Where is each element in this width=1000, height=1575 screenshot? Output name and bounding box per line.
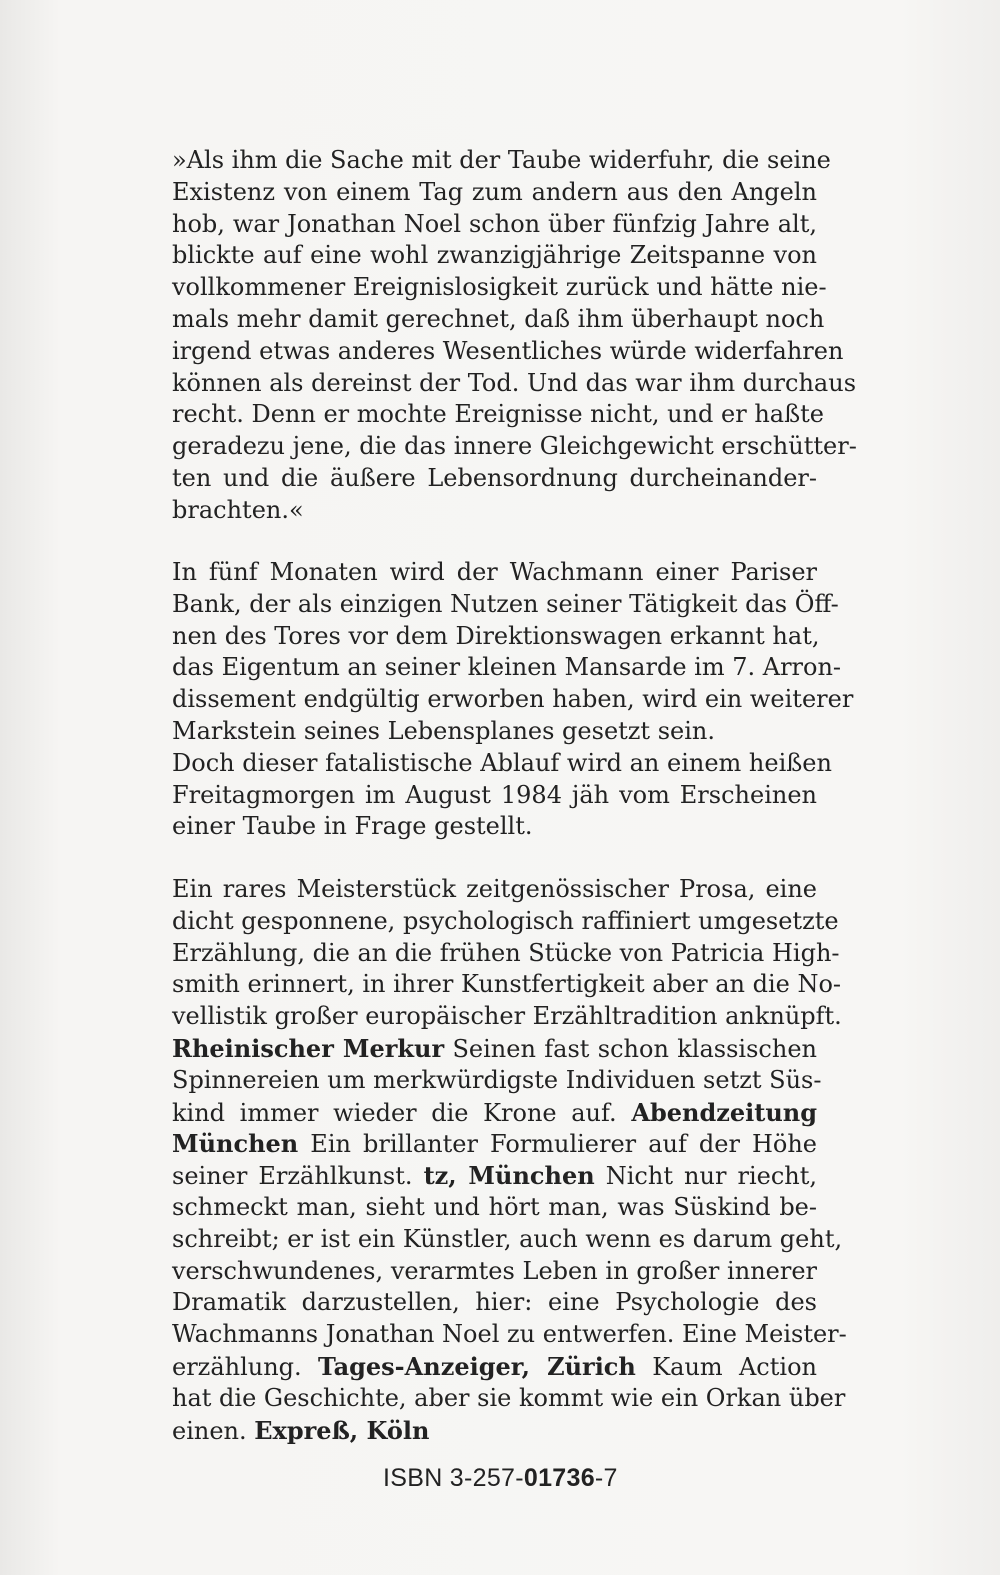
quote-line: ten und die äußere Lebensordnung durcheinander-	[172, 463, 817, 492]
review-source: Rheinischer Merkur	[172, 1033, 445, 1063]
quote-line: irgend etwas anderes Wesentliches würde widerfahren	[172, 336, 844, 365]
quote-line: geradezu jene, die das innere Gleichgewicht erschütter-	[172, 432, 857, 461]
review-source: tz, München	[423, 1161, 595, 1191]
review-source: Tages-Anzeiger, Zürich	[318, 1351, 636, 1381]
summary-line: das Eigentum an seiner kleinen Mansarde im 7. Arron-	[172, 653, 842, 682]
review-line	[172, 1033, 817, 1065]
summary-paragraph	[172, 557, 854, 843]
summary-line: Markstein seines Lebensplanes gesetzt sein.	[172, 716, 715, 745]
review-text: Seinen fast schon klassischen	[452, 1034, 817, 1063]
review-text: einen.	[172, 1416, 247, 1445]
review-line: Ein rares Meisterstück zeitgenössischer Prosa, eine	[172, 875, 817, 903]
review-line: schreibt; er ist ein Künstler, auch wenn es darum geht,	[172, 1224, 843, 1253]
review-line: Dramatik darzustellen, hier: eine Psychologie des	[172, 1288, 817, 1317]
review-line: schmeckt man, sieht und hört man, was Süskind be-	[172, 1192, 817, 1221]
quote-line: hob, war Jonathan Noel schon über fünfzig Jahre alt,	[172, 209, 817, 238]
quote-line: blickte auf eine wohl zwanzigjährige Zeitspanne von	[172, 241, 817, 270]
summary-line: Doch dieser fatalistische Ablauf wird an einem heißen	[172, 748, 832, 777]
isbn-suffix: -7	[594, 1464, 618, 1492]
summary-line: nen des Tores vor dem Direktionswagen erkannt hat,	[172, 621, 820, 650]
review-text: seiner Erzählkunst.	[172, 1162, 413, 1191]
review-line: dicht gesponnene, psychologisch raffiniert umgesetzte	[172, 906, 839, 935]
quote-line: mals mehr damit gerechnet, daß ihm überhaupt noch	[172, 304, 825, 333]
review-line: verschwundenes, verarmtes Leben in großer innerer	[172, 1256, 817, 1285]
review-source: Abendzeitung	[631, 1097, 818, 1127]
quote-line: vollkommener Ereignislosigkeit zurück und hätte nie-	[172, 273, 827, 302]
review-line	[172, 1351, 817, 1383]
isbn-bold: 01736	[523, 1464, 595, 1492]
summary-line: einer Taube in Frage gestellt.	[172, 812, 533, 841]
quote-line: Existenz von einem Tag zum andern aus den Angeln	[172, 177, 817, 206]
review-source: Expreß, Köln	[254, 1415, 430, 1445]
review-source: München	[172, 1129, 299, 1159]
review-line	[172, 1160, 817, 1192]
review-line: Erzählung, die an die frühen Stücke von Patricia High-	[172, 938, 840, 967]
review-text: Nicht nur riecht,	[605, 1162, 817, 1191]
review-line: smith erinnert, in ihrer Kunstfertigkeit aber an die No-	[172, 970, 842, 999]
isbn-prefix: ISBN 3-257-	[383, 1464, 524, 1492]
quote-line: können als dereinst der Tod. Und das war ihm durchaus	[172, 368, 857, 397]
review-text: Kaum Action	[652, 1352, 817, 1381]
reviews-paragraph	[172, 874, 847, 1446]
quote-line: brachten.«	[172, 495, 304, 524]
quote-line: »Als ihm die Sache mit der Taube widerfuhr, die seine	[172, 146, 831, 174]
review-text: kind immer wieder die Krone auf.	[172, 1098, 617, 1127]
review-text: Ein brillanter Formulierer auf der Höhe	[310, 1130, 817, 1159]
review-text: erzählung.	[172, 1352, 302, 1381]
review-line	[172, 1415, 817, 1447]
isbn-number	[383, 1464, 618, 1493]
review-line: hat die Geschichte, aber sie kommt wie ein Orkan über	[172, 1383, 846, 1412]
review-line: vellistik großer europäischer Erzähltradition anknüpft.	[172, 1002, 842, 1031]
summary-line: In fünf Monaten wird der Wachmann einer Pariser	[172, 558, 817, 586]
summary-line: Freitagmorgen im August 1984 jäh vom Erscheinen	[172, 780, 817, 809]
review-line	[172, 1128, 817, 1160]
review-line: Spinnereien um merkwürdigste Individuen setzt Süs-	[172, 1065, 822, 1094]
summary-line: dissement endgültig erworben haben, wird ein weiterer	[172, 685, 854, 714]
quote-line: recht. Denn er mochte Ereignisse nicht, und er haßte	[172, 400, 824, 429]
quote-paragraph	[172, 145, 857, 527]
review-line	[172, 1097, 817, 1129]
review-line: Wachmanns Jonathan Noel zu entwerfen. Eine Meister-	[172, 1320, 847, 1349]
summary-line: Bank, der als einzigen Nutzen seiner Tätigkeit das Öff-	[172, 589, 839, 618]
